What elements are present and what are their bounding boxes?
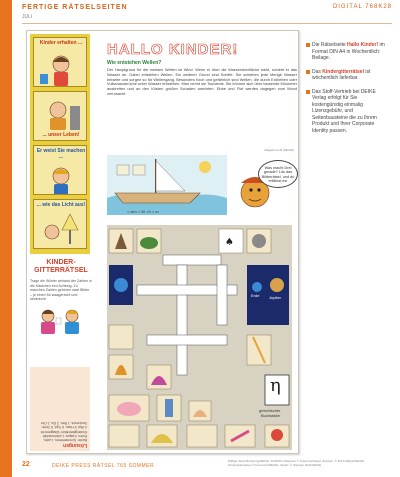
gitterraetsel-intro [30,259,92,336]
bullet-square-icon [306,70,310,74]
bullet-square-icon [306,43,310,47]
article-body: Der Hauptgrund für die meisten Wellen ist Wind. Wenn er über die Wasseroberfläche weht, schiebt er das Wasser an. Dabei entstehen Wellen. Ein weiterer Grund sind Schiffe. Sie schieben jede Menge Wasser beiseite und sorgen so für Wellengang. Besonders hoch und gefährlich sind Wellen, die durch Erdbeben oder Vulkanausbrüche unter Wasser entstehen. Man nennt sie Tsunamis. Sie können sich über tausende Kilometer ausbreiten und an den Küsten großen Schaden anrichten. Ebbe und Flut werden dagegen vom Mond verursacht. [107,67,297,96]
greek-letter: η [270,375,281,396]
comic-caption-3: Er weist Sie machen ... [36,148,86,160]
page-header [22,4,392,26]
comic-strip [30,34,90,254]
header-code: DIGITAL 768K28 [332,4,392,10]
gitterraetsel-title-1: KINDER- [46,259,76,266]
article-subtitle: Wie entstehen Wellen? [107,60,162,66]
pointing-boy-icon [34,146,87,195]
orange-side-bar [0,0,12,477]
solutions-line-5: Senkrecht: 1 Reh, 2 Eis, 3 Ohr [41,421,87,426]
footer-credits-line-2: Kindergitterrätsel © Kreuzwort/DEIKE, Clipart: © Stephan Rath/DEIKE [228,463,322,467]
label-jupiter: Jupiter [269,295,282,300]
info-item-3 [306,89,386,135]
solutions-box [30,367,90,451]
puzzle-page [26,30,299,454]
picture-crossword [107,225,292,450]
comic-caption-2: ... unser Leben! [42,132,80,138]
solutions-line-1: Bunte: Sommerferien, Luchs, [43,438,87,442]
magazine-name: DEIKE PRESS RÄTSEL 765 SOMMER [52,463,155,469]
comic-panel-1 [33,37,87,87]
info-item-1 [306,42,386,62]
header-title: FERTIGE RÄTSELSEITEN [22,4,128,11]
gitterraetsel-title-2: GITTERRÄTSEL [34,267,88,274]
info-text-1: Die Rätselseite Hallo Kinder! im Format DIN A4 in Wochentlich: Beilage. [312,42,385,61]
comic-panel-2 [33,91,87,141]
info-item-2 [306,69,386,82]
gitterraetsel-instructions: Trage die Wörter anhand der Zahlen in die Kästchen ein! Achtung: Zu manchen Zahlen gehören zwei Bilder – je einen für waagerecht und senkrecht. [30,279,92,302]
footer-credits-line-1: Pfiffige rätsel-Befreiung/DEIKE, SUDOKU-Marssen © Kreuzworträtsel, Zeichen: © Buch-Rätsel/DEIKE, [228,459,365,463]
highlight-text: Hallo Kinder! [347,42,379,48]
solutions-line-4: 4 Wal, 5 Hase, 6 Topf, 8 Zehe; [41,425,87,430]
comic-panel-3 [33,145,87,195]
header-subtitle: JULI [22,14,33,20]
solutions-line-3: Kindergitterrätsel: Waagerecht: [40,429,87,434]
label-greek-2: Buchstabe [261,413,280,418]
info-text-3: Das Stoff-Vertrieb bei DEIKE Verlag erfolgt für Sie kostengünstig einmalig Lizenzgebühr, und Seitenbausteine die zu Ihrem Produkt und Ihrer Corporate Identity passen. [312,88,377,134]
info-text-2: Das Kindergitterrätsel ist wöchentlich lieferbar. [312,68,371,81]
page-title: HALLO KINDER! [107,41,239,58]
solutions-title: Lösungen [63,442,87,448]
header-divider [22,23,392,24]
boy-icon [34,38,87,87]
speech-bubble: Was macht Drei gerade? Lös das Bilderrätsel, und du erfährst es! [258,160,298,188]
label-erde: Erde [251,293,260,298]
comic-caption-4: ... wie das Licht aus! [36,202,86,208]
article-credit: Magazin kohl (DEIKE) [264,148,294,152]
lamp-icon [34,200,87,249]
footer-credits [228,459,396,467]
svg-text:♠: ♠ [225,237,234,248]
comic-panel-4 [33,199,87,249]
highlight-text: Kindergitterrätsel [322,68,364,75]
info-column [306,42,386,141]
solutions-line-2: Eulen, Kasper; Lockenwickler [42,433,87,438]
children-drinking-icon [30,306,92,336]
rebus-illustration [105,153,295,218]
rebus-code: = wm = W =h = m [127,209,159,214]
comic-caption-1: Kinder erhalten ... [39,40,83,46]
page-number: 22 [22,461,30,468]
label-greek-1: griechischer [259,408,281,413]
bullet-square-icon [306,90,310,94]
